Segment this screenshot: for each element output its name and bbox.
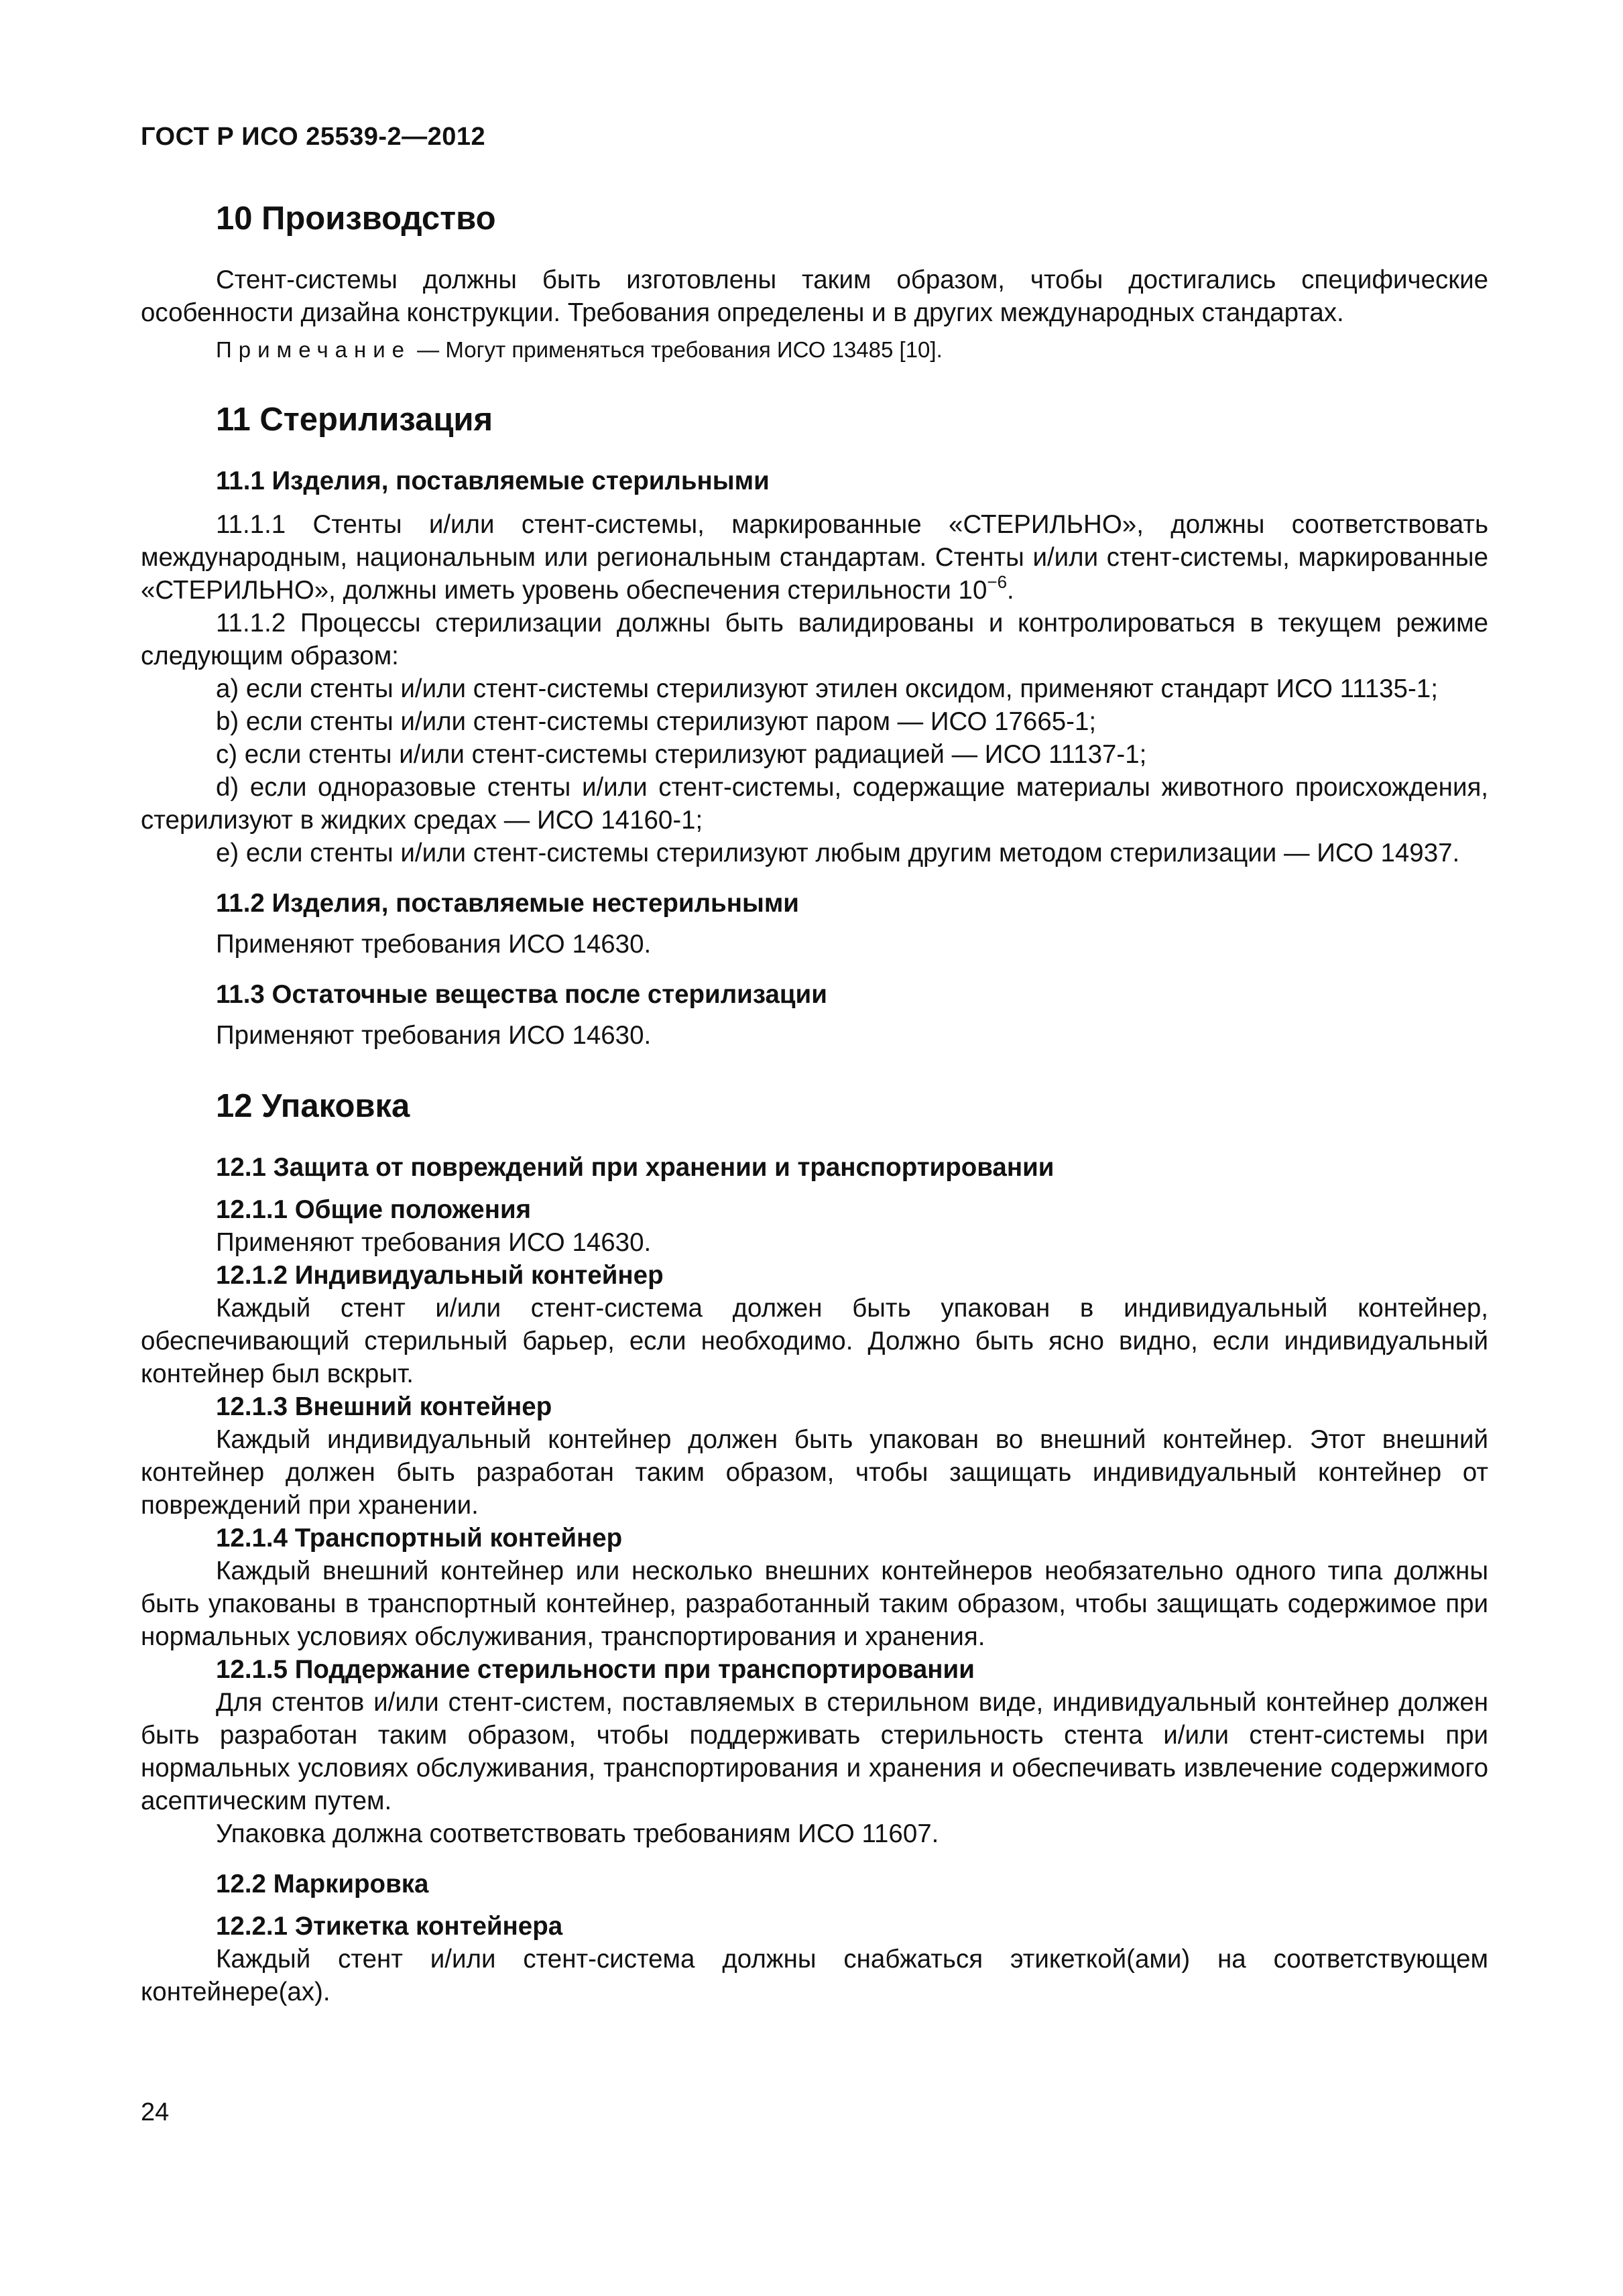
paragraph-12-2-1: Каждый стент и/или стент-система должны снабжаться этикеткой(ами) на соответствующем контейнере(ах). [141,1945,1488,2006]
section-12-2-1-title: 12.2.1 Этикетка контейнера [216,1912,563,1941]
section-11-1-title: 11.1 Изделия, поставляемые стерильными [216,467,770,495]
document-code: ГОСТ Р ИСО 25539-2—2012 [141,123,486,151]
section-12-1-2-title: 12.1.2 Индивидуальный контейнер [216,1261,664,1290]
section-12-1-5-title: 12.1.5 Поддержание стерильности при транспортировании [216,1655,975,1684]
section-12-1-3-title: 12.1.3 Внешний контейнер [216,1392,552,1421]
section-10-note [141,335,1488,365]
paragraph-11-1-2: 11.1.2 Процессы стерилизации должны быть валидированы и контролироваться в текущем режиме следующим образом: [141,609,1488,670]
section-11-3-title: 11.3 Остаточные вещества после стерилизации [216,980,827,1009]
section-12-1-1-title: 12.1.1 Общие положения [216,1195,532,1224]
section-11-title: 11 Стерилизация [216,402,493,438]
section-12-1-title: 12.1 Защита от повреждений при хранении и транспортировании [216,1153,1055,1182]
paragraph-12-1-4: Каждый внешний контейнер или несколько внешних контейнеров необязательно одного типа должны быть упакованы в транспортный контейнер, разработанный таким образом, чтобы защищать содержимое при нормальных условиях обслуживания, транспортирования и хранения. [141,1557,1488,1651]
paragraph-11-3: Применяют требования ИСО 14630. [216,1021,652,1050]
page-number: 24 [141,2098,170,2126]
paragraph-11-1-1 [141,508,1488,607]
paragraph-12-1-2: Каждый стент и/или стент-система должен быть упакован в индивидуальный контейнер, обеспечивающий стерильный барьер, если необходимо. Должно быть ясно видно, если индивидуальный контейнер был вскрыт. [141,1294,1488,1388]
paragraph-11-1-1-end: . [1007,576,1014,605]
section-10-title: 10 Производство [216,200,496,237]
list-item-b: b) если стенты и/или стент-системы стерилизуют паром — ИСО 17665-1; [216,707,1097,736]
section-12-title: 12 Упаковка [216,1088,410,1124]
section-11-2-title: 11.2 Изделия, поставляемые нестерильными [216,889,799,918]
paragraph-12-1-3: Каждый индивидуальный контейнер должен быть упакован во внешний контейнер. Этот внешний контейнер должен быть разработан таким образом, чтобы защищать индивидуальный контейнер от повреждений при хранении. [141,1425,1488,1520]
list-item-d: d) если одноразовые стенты и/или стент-системы, содержащие материалы животного происхождения, стерилизуют в жидких средах — ИСО 14160-1; [141,773,1488,835]
section-10-paragraph: Стент-системы должны быть изготовлены таким образом, чтобы достигались специфические особенности дизайна конструкции. Требования определены и в других международных стандартах. [141,265,1488,327]
paragraph-11-2: Применяют требования ИСО 14630. [216,930,652,959]
paragraph-11-1-1-text: 11.1.1 Стенты и/или стент-системы, маркированные «СТЕРИЛЬНО», должны соответствовать международным, национальным или региональным стандартам. Стенты и/или стент-системы, маркированные «СТЕРИЛЬНО», должны иметь уровень обеспечения стерильности 10 [141,510,1488,605]
paragraph-12-1-1: Применяют требования ИСО 14630. [216,1228,652,1257]
section-12-2-title: 12.2 Маркировка [216,1870,429,1898]
list-item-e: e) если стенты и/или стент-системы стерилизуют любым другим методом стерилизации — ИСО 14937. [216,839,1460,867]
list-item-c: c) если стенты и/или стент-системы стерилизуют радиацией — ИСО 11137-1; [216,740,1147,769]
paragraph-12-1-5: Для стентов и/или стент-систем, поставляемых в стерильном виде, индивидуальный контейнер должен быть разработан таким образом, чтобы поддерживать стерильность стента и/или стент-системы при нормальных условиях обслуживания, транспортирования и хранения и обеспечивать извлечение содержимого асептическим путем. [141,1688,1488,1815]
note-text: — Могут применяться требования ИСО 13485 [10]. [411,337,943,362]
page-content [141,198,1488,2008]
paragraph-12-1-5-packaging: Упаковка должна соответствовать требованиям ИСО 11607. [216,1819,939,1848]
list-item-a: a) если стенты и/или стент-системы стерилизуют этилен оксидом, применяют стандарт ИСО 11135-1; [216,674,1438,703]
note-label: Примечание [216,337,412,362]
section-12-1-4-title: 12.1.4 Транспортный контейнер [216,1524,623,1553]
exponent: −6 [987,572,1008,592]
